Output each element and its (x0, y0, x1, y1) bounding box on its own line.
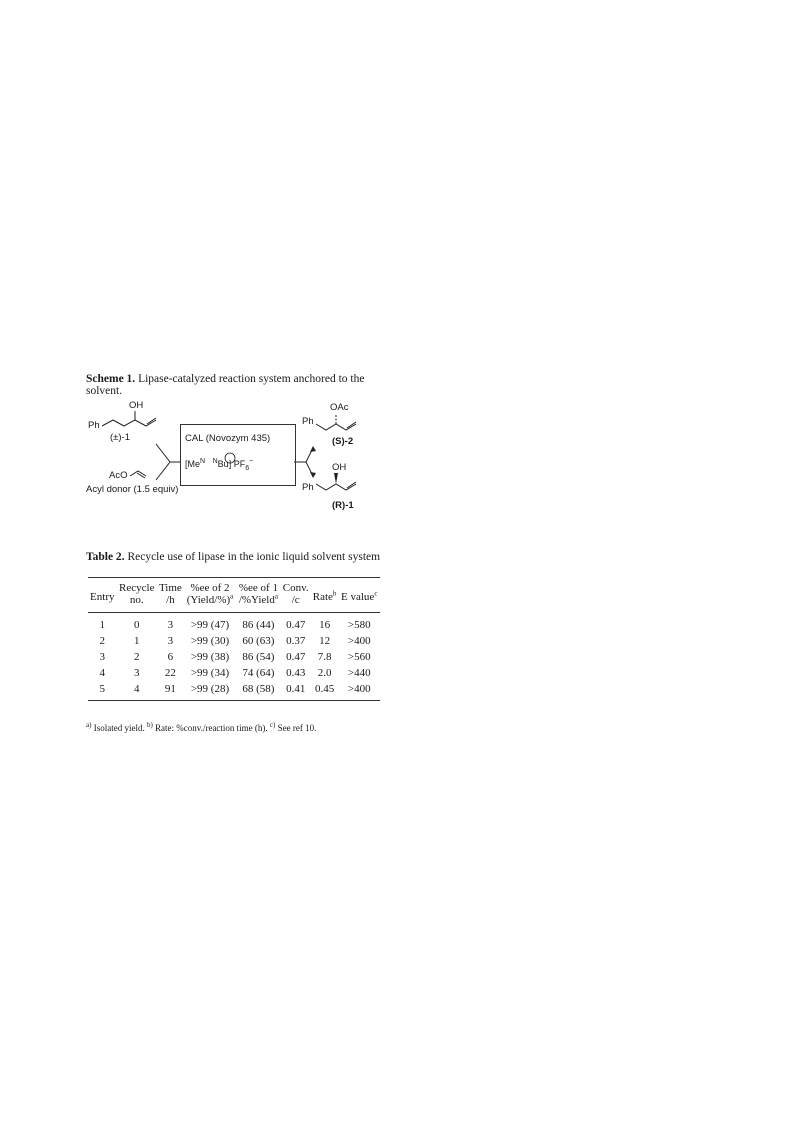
header-ee1-sub: /%Yield$^a$ (236, 594, 280, 613)
footnote-a-mark: a) (86, 721, 92, 729)
product1-skeleton (316, 424, 356, 430)
reaction-scheme (80, 400, 380, 510)
product1-ph: Ph (302, 416, 314, 427)
cell-recycle: 2 (134, 651, 140, 663)
cell-conv: 0.41 (281, 681, 311, 701)
cell-ee2: >99 (28) (184, 681, 236, 701)
cell-evalue: >400 (347, 635, 371, 647)
header-ee2-sub: (Yield/%)$^a$ (184, 594, 236, 613)
substrate-oh: OH (129, 400, 144, 411)
header-time: Time (157, 578, 184, 595)
footnote-c-text: See ref 10. (277, 723, 317, 733)
product2-ph: Ph (302, 482, 314, 493)
cell-entry: 4 (99, 667, 106, 679)
scheme-caption (86, 373, 386, 397)
cell-recycle: 4 (117, 681, 157, 701)
catalyst-box (180, 424, 296, 486)
cell-time: 91 (157, 681, 184, 701)
cell-evalue: >440 (347, 667, 371, 679)
table-row (88, 649, 380, 665)
cell-ee2: >99 (38) (190, 651, 230, 663)
cell-ee2: >99 (34) (190, 667, 230, 679)
split-arrow-up-head (310, 446, 316, 452)
table-caption-label: Table 2. (86, 551, 125, 563)
cell-entry: 3 (99, 651, 106, 663)
acyl-donor-label: Acyl donor (1.5 equiv) (86, 484, 179, 495)
cell-rate: 0.45 (311, 681, 339, 701)
header-conv-sub: /c (281, 594, 311, 613)
cell-ee1: 86 (54) (242, 651, 275, 663)
product1-oac: OAc (330, 402, 349, 413)
cell-rate: 2.0 (317, 667, 332, 679)
cell-ee2: >99 (30) (190, 635, 230, 647)
header-recycle-sub: no. (117, 594, 157, 613)
product2-skeleton (316, 484, 356, 490)
header-ee2: %ee of 2 (184, 578, 236, 595)
merge-arrow-lines (156, 444, 170, 480)
header-recycle: Recycle (117, 578, 157, 595)
acyl-aco: AcO (109, 470, 128, 481)
cell-time: 3 (167, 619, 174, 631)
recycle-table (88, 577, 380, 701)
cell-entry: 1 (99, 619, 106, 631)
product1-label: (S)-2 (332, 436, 354, 447)
product2-oh-wedge (334, 473, 338, 484)
table-footnote (86, 723, 316, 733)
cell-recycle: 1 (134, 635, 140, 647)
cell-ee1: 60 (63) (242, 635, 275, 647)
cell-time: 22 (164, 667, 176, 679)
cell-evalue: >560 (347, 651, 371, 663)
table-row (88, 665, 380, 681)
table-row (88, 613, 380, 634)
cell-entry: 5 (88, 681, 117, 701)
table-caption-text: Recycle use of lipase in the ionic liquid solvent system (127, 551, 381, 563)
cell-recycle: 3 (134, 667, 140, 679)
header-conv: Conv. (281, 578, 311, 595)
ionic-liquid-pf6: PF (233, 459, 246, 469)
scheme-caption-text: Lipase-catalyzed reaction system anchored to the solvent. (86, 373, 365, 397)
substrate-label: (±)-1 (110, 432, 130, 443)
ionic-liquid-formula: [$Me^N$ $^N$Bu] $PF_6^-$ (185, 458, 254, 472)
header-rate: Rate$^b$ (311, 578, 339, 613)
split-arrow-down-head (310, 472, 316, 478)
cell-time: 6 (167, 651, 174, 663)
cell-conv: 0.37 (286, 635, 306, 647)
cell-conv: 0.47 (286, 651, 306, 663)
cell-rate: 16 (319, 619, 331, 631)
cell-conv: 0.43 (286, 667, 306, 679)
footnote-a-text: Isolated yield. (93, 723, 145, 733)
cell-entry: 2 (99, 635, 106, 647)
ionic-liquid-me: Me (187, 459, 201, 469)
cell-recycle: 0 (134, 619, 140, 631)
cell-rate: 12 (319, 635, 331, 647)
header-entry: Entry (88, 578, 117, 613)
table-caption (86, 551, 380, 563)
header-evalue: E value$^c$ (338, 578, 380, 613)
cell-rate: 7.8 (317, 651, 332, 663)
substrate-ph: Ph (88, 420, 100, 431)
footnote-c-mark: c) (269, 721, 276, 729)
ionic-liquid-bu: Bu (217, 459, 229, 469)
cell-ee2: >99 (47) (190, 619, 230, 631)
product2-label: (R)-1 (332, 500, 354, 511)
cell-time: 3 (167, 635, 174, 647)
header-time-sub: /h (157, 594, 184, 613)
cell-evalue: >580 (347, 619, 371, 631)
cell-evalue: >400 (338, 681, 380, 701)
cell-ee1: 74 (64) (242, 667, 275, 679)
cell-conv: 0.47 (286, 619, 306, 631)
cell-ee1: 68 (58) (236, 681, 280, 701)
table-row (88, 633, 380, 649)
footnote-b-text: Rate: %conv./reaction time (h). (155, 723, 268, 733)
cell-ee1: 86 (44) (242, 619, 275, 631)
header-ee1: %ee of 1 (236, 578, 280, 595)
footnote-b-mark: b) (146, 721, 153, 729)
acyl-double (137, 473, 145, 478)
scheme-caption-label: Scheme 1. (86, 373, 136, 385)
product2-oh: OH (332, 462, 347, 473)
table-row (88, 681, 380, 701)
catalyst-name: CAL (Novozym 435) (185, 433, 271, 444)
